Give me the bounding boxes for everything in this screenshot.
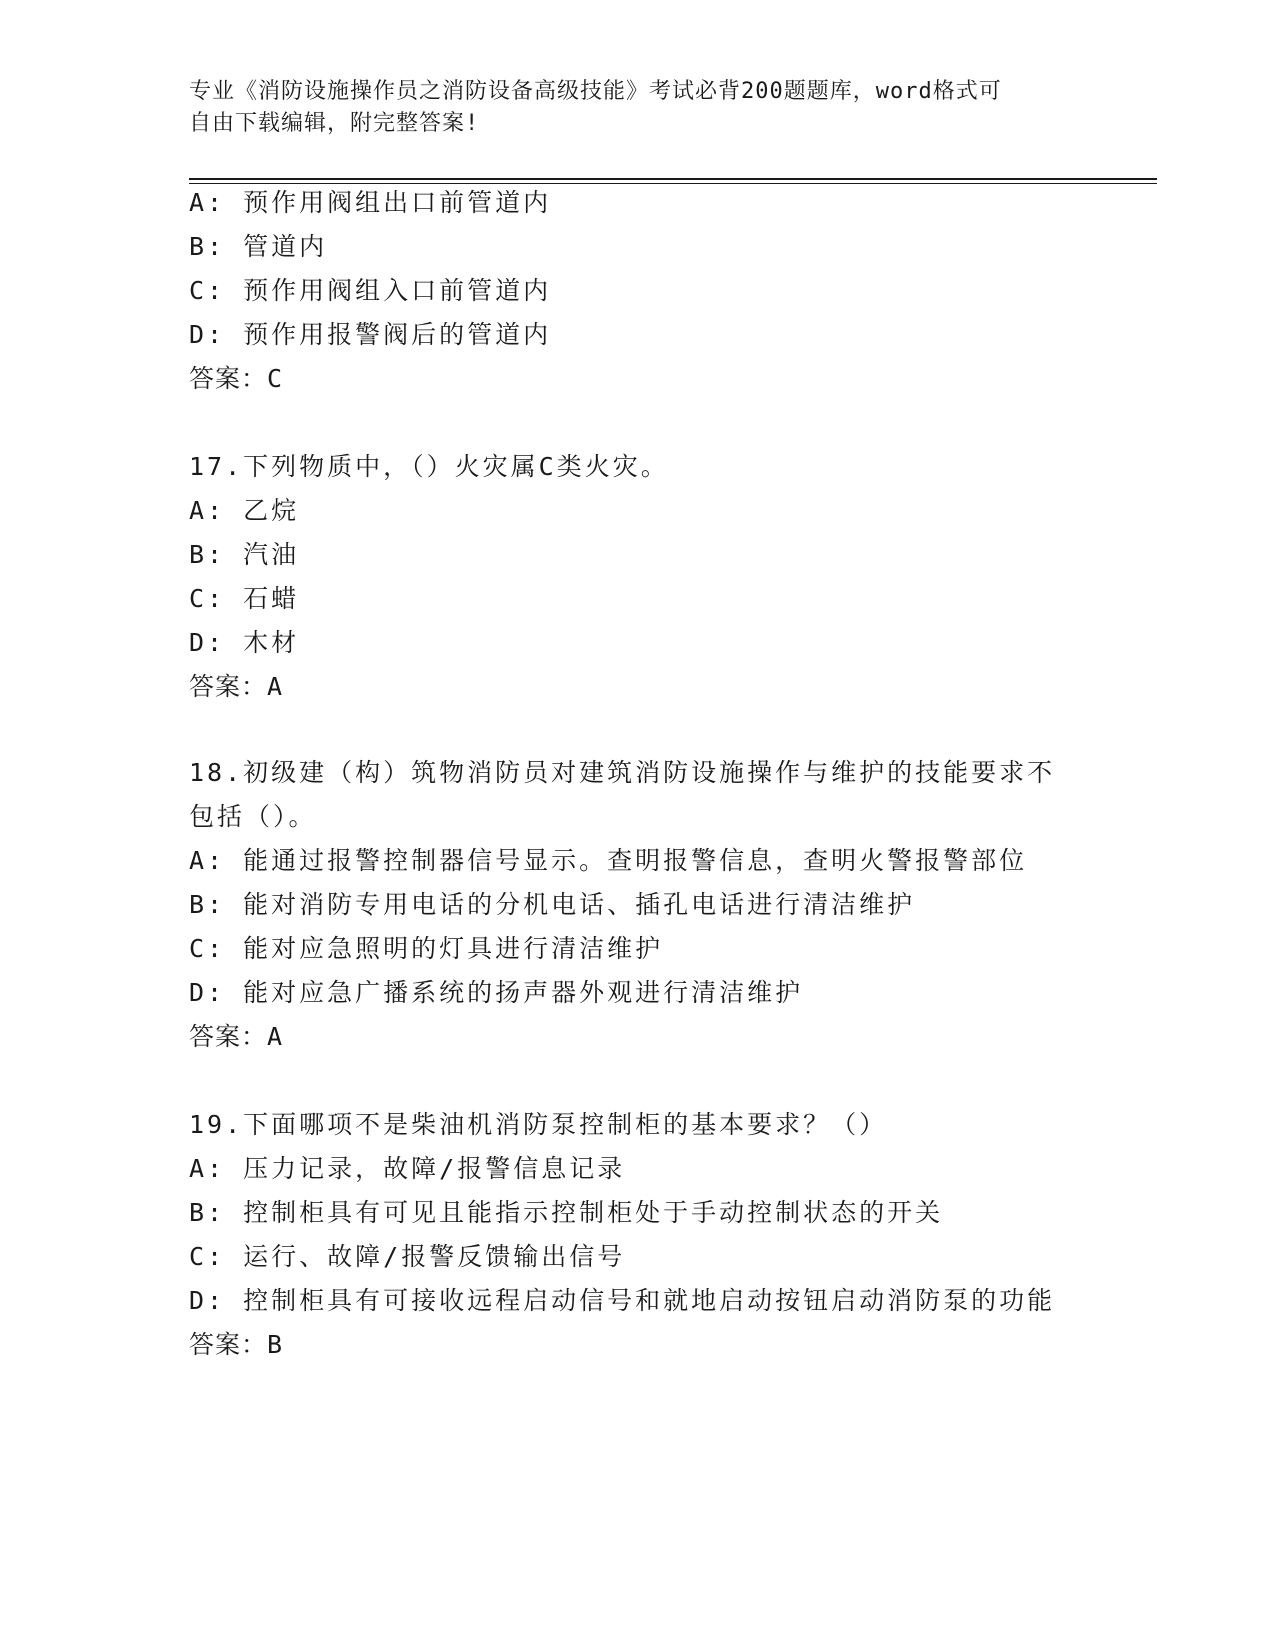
q17-option-c: C: 石蜡 (189, 584, 300, 613)
q18-question-line-2: 包括（）。 (189, 802, 317, 831)
q18-answer: 答案：A (189, 1022, 284, 1051)
q17-option-a: A: 乙烷 (189, 496, 300, 525)
document-header (189, 76, 1079, 140)
q19-answer: 答案：B (189, 1330, 284, 1359)
header-rule-thin (189, 183, 1157, 184)
q16-answer: 答案：C (189, 364, 284, 393)
q16-option-b: B: 管道内 (189, 232, 328, 261)
header-rule-thick (189, 178, 1157, 180)
q18-option-d: D: 能对应急广播系统的扬声器外观进行清洁维护 (189, 978, 804, 1007)
q18-option-b: B: 能对消防专用电话的分机电话、插孔电话进行清洁维护 (189, 890, 916, 919)
header-line-2: 自由下载编辑，附完整答案! (189, 111, 480, 136)
q17-option-b: B: 汽油 (189, 540, 300, 569)
q18-question-line-1: 18.初级建（构）筑物消防员对建筑消防设施操作与维护的技能要求不 (189, 758, 1056, 787)
q17-option-d: D: 木材 (189, 628, 300, 657)
q19-option-c: C: 运行、故障/报警反馈输出信号 (189, 1242, 626, 1271)
q19-option-b: B: 控制柜具有可见且能指示控制柜处于手动控制状态的开关 (189, 1198, 944, 1227)
q16-option-c: C: 预作用阀组入口前管道内 (189, 276, 552, 305)
header-line-1: 专业《消防设施操作员之消防设备高级技能》考试必背200题题库，word格式可 (189, 79, 1002, 104)
q19-option-a: A: 压力记录，故障/报警信息记录 (189, 1154, 626, 1183)
q18-option-a: A: 能通过报警控制器信号显示。查明报警信息，查明火警报警部位 (189, 846, 1028, 875)
q18-option-c: C: 能对应急照明的灯具进行清洁维护 (189, 934, 664, 963)
q16-option-d: D: 预作用报警阀后的管道内 (189, 320, 552, 349)
q19-question: 19.下面哪项不是柴油机消防泵控制柜的基本要求？（） (189, 1110, 888, 1139)
q16-option-a: A: 预作用阀组出口前管道内 (189, 188, 552, 217)
q17-question: 17.下列物质中，（）火灾属C类火灾。 (189, 452, 669, 481)
q17-answer: 答案：A (189, 672, 284, 701)
q19-option-d: D: 控制柜具有可接收远程启动信号和就地启动按钮启动消防泵的功能 (189, 1286, 1056, 1315)
